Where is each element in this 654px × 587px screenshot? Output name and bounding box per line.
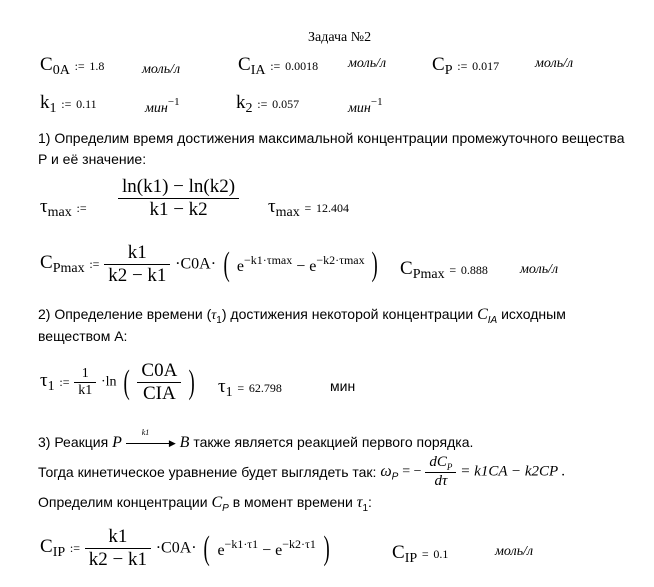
param-cp: $C_P$ := 0.017 bbox=[432, 54, 500, 78]
param-k2-unit: мин$^{-1}$ bbox=[348, 96, 383, 116]
section1-heading-2: P и её значение: bbox=[38, 151, 147, 167]
section3-line-2: Тогда кинетическое уравнение будет выглядеть так: $\omega_P$ = − $\frac{dC_P}{d\tau}$ = k1CA − k2CP . bbox=[38, 454, 566, 489]
param-k1: $k_1$ := 0.11 bbox=[40, 92, 97, 116]
cpmax-result: $C_{Pmax} = 0.888$ bbox=[400, 258, 488, 282]
section1-heading-1: 1) Определим время достижения максимальной концентрации промежуточного вещества bbox=[38, 130, 625, 146]
cpmax-formula: $C_{Pmax}$ := $\frac{k1}{k2 - k1}$ ·C0A· ( $e^{-k1\cdot\tau max} - e^{-k2\cdot\tau max}$ ) bbox=[40, 242, 379, 286]
param-cia: $C_{IA}$ := 0.0018 bbox=[238, 54, 319, 78]
task-title: Задача №2 bbox=[308, 30, 372, 45]
cip-formula: $C_{IP}$ := $\frac{k1}{k2 - k1}$ ·C0A· ( $e^{-k1\cdot\tau 1} - e^{-k2\cdot\tau 1}$ ) bbox=[40, 526, 330, 570]
param-c0a-unit: моль/л bbox=[142, 62, 181, 77]
tau-max-lhs: $\tau_{max}$ := bbox=[40, 196, 87, 220]
cip-result-unit: моль/л bbox=[495, 544, 534, 559]
param-cp-unit: моль/л bbox=[535, 56, 574, 71]
tau1-formula: $\tau_1$ := $\frac{1}{k1}$ ·ln ( $\frac{C0A}{\text{CIA}}$ ) bbox=[40, 360, 195, 404]
param-k1-unit: мин$^{-1}$ bbox=[145, 96, 180, 116]
tau-max-result: $\tau_{max} = 12.404$ bbox=[268, 196, 350, 220]
tau1-result-unit: мин bbox=[330, 378, 356, 394]
reaction-arrow: ▶ k1 bbox=[126, 438, 176, 448]
cpmax-result-unit: моль/л bbox=[520, 262, 559, 277]
tau-max-fraction: $\frac{\ln(k1) - \ln(k2)}{k1 - k2}$ bbox=[118, 176, 239, 221]
section3-line-3: Определим концентрации $C_P$ в момент времени $\tau_1$: bbox=[38, 494, 372, 514]
param-cia-unit: моль/л bbox=[348, 56, 387, 71]
param-c0a: $C_{0A}$ := 1.8 bbox=[40, 54, 105, 78]
cip-result: $C_{IP} = 0.1$ bbox=[392, 542, 449, 566]
section2-heading-1: 2) Определение времени $(\tau_1)$ достижения некоторой концентрации $C_{IA}$ исходным bbox=[38, 306, 566, 326]
section3-line-1: 3) Реакция P ▶ k1 B также является реакцией первого порядка. bbox=[38, 428, 474, 451]
tau1-result: $\tau_1 = 62.798$ bbox=[218, 376, 282, 400]
section2-heading-2: веществом A: bbox=[38, 328, 128, 344]
param-k2: $k_2$ := 0.057 bbox=[236, 92, 300, 116]
